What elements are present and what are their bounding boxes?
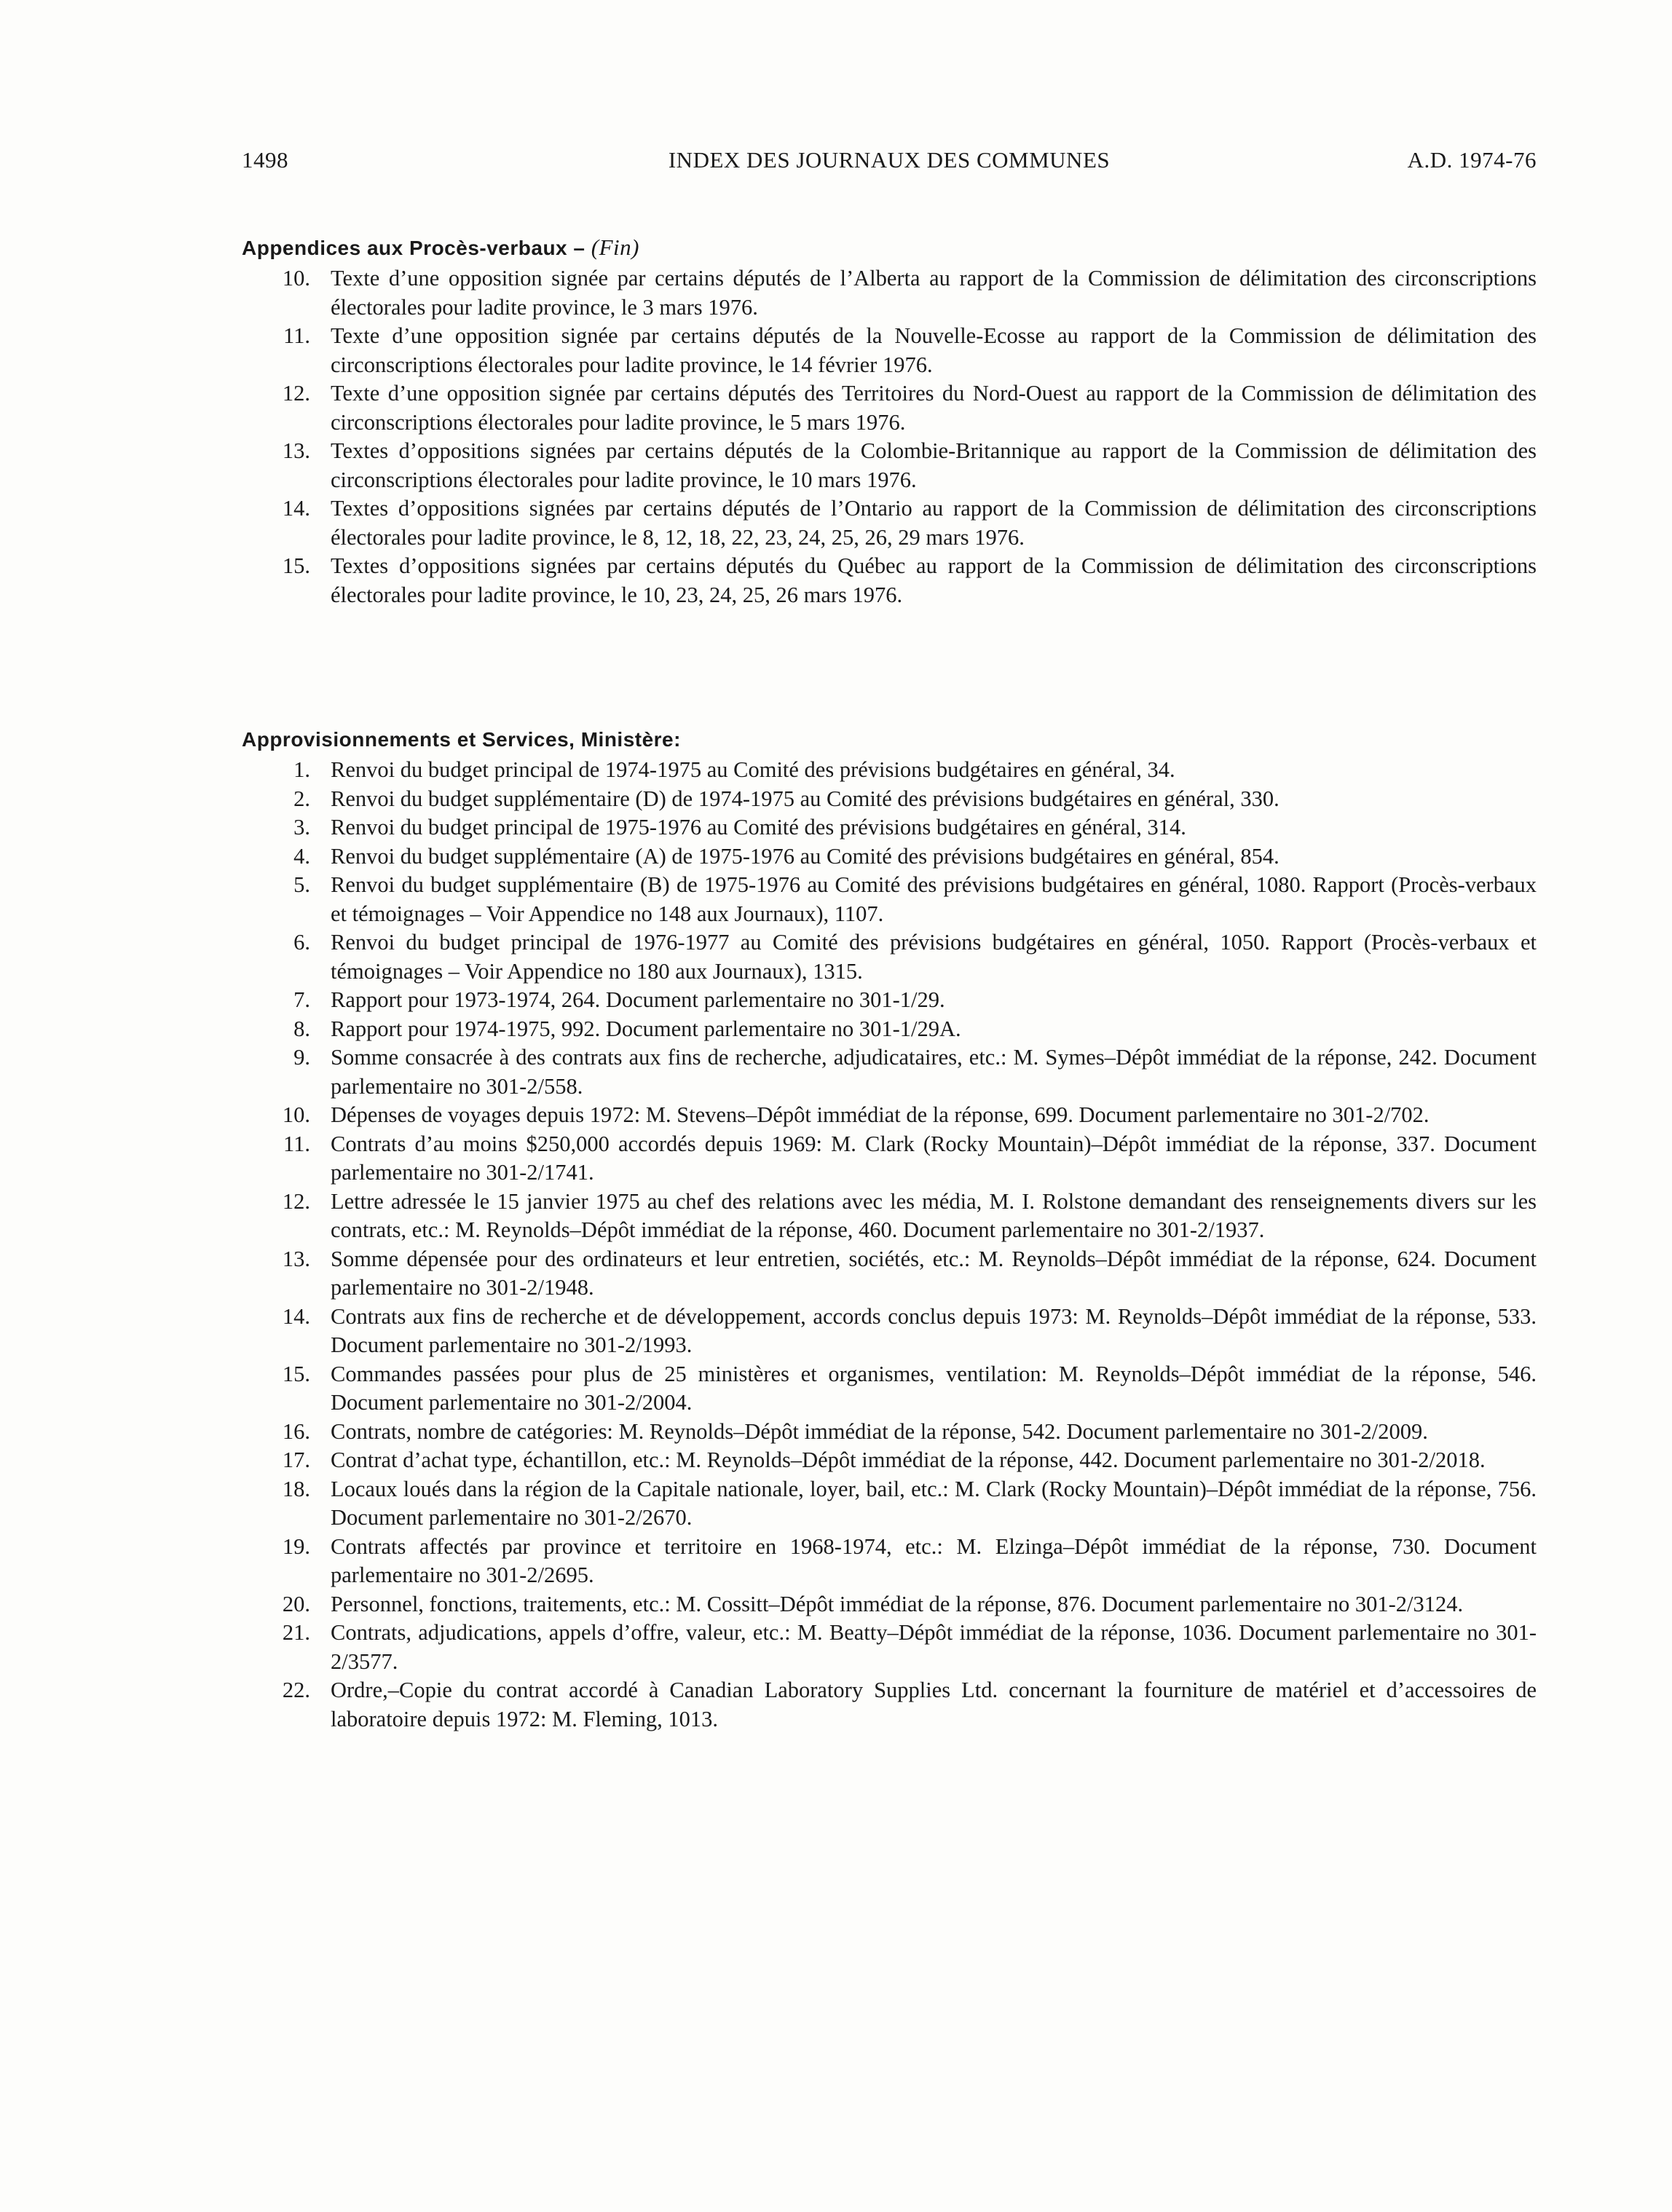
index-entry: [242, 552, 1537, 609]
entry-number: 4 .: [242, 842, 310, 872]
running-title: INDEX DES JOURNAUX DES COMMUNES: [668, 147, 1111, 173]
index-entry: [242, 1475, 1537, 1533]
entry-text: Rapport pour 1974-1975, 992. Document parlementaire no 301-1/29A.: [331, 1016, 961, 1041]
entry-number: 3 .: [242, 813, 310, 842]
entry-number: 10 .: [242, 1101, 310, 1130]
page-number: 1498: [242, 147, 288, 173]
section-heading-text: Approvisionnements et Services, Ministère:: [242, 728, 681, 751]
entry-text: Renvoi du budget principal de 1975-1976 au Comité des prévisions budgétaires en général, 314.: [331, 815, 1186, 840]
entry-number: 14 .: [242, 494, 310, 524]
index-entry: [242, 1360, 1537, 1418]
entry-text: Locaux loués dans la région de la Capitale nationale, loyer, bail, etc.: M. Clark (Rocky Mountain)–Dépôt immédiat de la réponse, 756. Document parlementaire no 301-2/2670.: [331, 1476, 1537, 1530]
entry-number: 6 .: [242, 928, 310, 957]
entry-number: 16 .: [242, 1418, 310, 1447]
entry-text: Textes d’oppositions signées par certains députés de l’Ontario au rapport de la Commission de délimitation des circonscriptions électorales pour ladite province, le 8, 12, 18, 22, 23, 24, 25, 26, 29 mars 1976.: [331, 496, 1537, 550]
entry-text: Renvoi du budget supplémentaire (D) de 1974-1975 au Comité des prévisions budgétaires en général, 330.: [331, 786, 1279, 811]
index-entry: [242, 1101, 1537, 1130]
entry-text: Renvoi du budget supplémentaire (B) de 1975-1976 au Comité des prévisions budgétaires en général, 1080. Rapport (Procès-verbaux et témoignages – Voir Appendice no 148 aux Journaux), 1107.: [331, 872, 1537, 926]
entry-text: Textes d’oppositions signées par certains députés de la Colombie-Britannique au rapport de la Commission de délimitation des circonscriptions électorales pour ladite province, le 10 mars 1976.: [331, 438, 1537, 492]
index-entry: [242, 842, 1537, 872]
entry-number: 7 .: [242, 986, 310, 1015]
entry-text: Contrat d’achat type, échantillon, etc.: M. Reynolds–Dépôt immédiat de la réponse, 442. Document parlementaire no 301-2/2018.: [331, 1447, 1486, 1472]
entry-number: 15 .: [242, 1360, 310, 1389]
index-entry: [242, 379, 1537, 437]
index-entry: [242, 1446, 1537, 1475]
entry-number: 17 .: [242, 1446, 310, 1475]
index-entry: [242, 1418, 1537, 1447]
index-entry: [242, 1303, 1537, 1360]
entry-number: 5 .: [242, 871, 310, 900]
index-entry: [242, 1188, 1537, 1245]
entry-text: Somme dépensée pour des ordinateurs et leur entretien, sociétés, etc.: M. Reynolds–Dépôt immédiat de la réponse, 624. Document parlementaire no 301-2/1948.: [331, 1246, 1537, 1300]
entry-text: Dépenses de voyages depuis 1972: M. Stevens–Dépôt immédiat de la réponse, 699. Document parlementaire no 301-2/702.: [331, 1102, 1430, 1127]
section-heading-suffix: (Fin): [591, 234, 639, 260]
section-heading: [242, 725, 1537, 754]
section-appendices: [242, 233, 1537, 609]
entry-text: Texte d’une opposition signée par certains députés de la Nouvelle-Ecosse au rapport de la Commission de délimitation des circonscriptions électorales pour ladite province, le 14 février 1976.: [331, 323, 1537, 377]
entry-text: Contrats affectés par province et territoire en 1968-1974, etc.: M. Elzinga–Dépôt immédiat de la réponse, 730. Document parlementaire no 301-2/2695.: [331, 1533, 1537, 1587]
entry-number: 15 .: [242, 552, 310, 581]
entry-list: [242, 756, 1537, 1734]
entry-text: Textes d’oppositions signées par certains députés du Québec au rapport de la Commission de délimitation des circonscriptions électorales pour ladite province, le 10, 23, 24, 25, 26 mars 1976.: [331, 553, 1537, 607]
entry-text: Ordre,–Copie du contrat accordé à Canadian Laboratory Supplies Ltd. concernant la fourniture de matériel et d’accessoires de laboratoire depuis 1972: M. Fleming, 1013.: [331, 1678, 1537, 1731]
entry-text: Contrats aux fins de recherche et de développement, accords conclus depuis 1973: M. Reynolds–Dépôt immédiat de la réponse, 533. Document parlementaire no 301-2/1993.: [331, 1303, 1537, 1357]
entry-number: 12 .: [242, 1188, 310, 1217]
entry-number: 8 .: [242, 1015, 310, 1044]
entry-number: 18 .: [242, 1475, 310, 1504]
entry-number: 22 .: [242, 1676, 310, 1705]
index-entry: [242, 1130, 1537, 1188]
entry-number: 10 .: [242, 264, 310, 293]
entry-number: 9 .: [242, 1043, 310, 1073]
section-heading-text: Appendices aux Procès-verbaux –: [242, 237, 585, 259]
entry-number: 19 .: [242, 1533, 310, 1562]
entry-text: Commandes passées pour plus de 25 ministères et organismes, ventilation: M. Reynolds–Dépôt immédiat de la réponse, 546. Document parlementaire no 301-2/2004.: [331, 1361, 1537, 1415]
entry-number: 11 .: [242, 322, 310, 351]
section-approvisionnements: [242, 725, 1537, 1734]
entry-number: 12 .: [242, 379, 310, 408]
entry-text: Renvoi du budget principal de 1974-1975 au Comité des prévisions budgétaires en général, 34.: [331, 757, 1175, 782]
index-entry: [242, 1590, 1537, 1619]
entry-number: 14 .: [242, 1303, 310, 1332]
entry-text: Lettre adressée le 15 janvier 1975 au chef des relations avec les média, M. I. Rolstone demandant des renseignements divers sur les contrats, etc.: M. Reynolds–Dépôt immédiat de la réponse, 460. Document parlementaire no 301-2/1937.: [331, 1188, 1537, 1242]
index-entry: [242, 928, 1537, 986]
entry-text: Somme consacrée à des contrats aux fins de recherche, adjudicataires, etc.: M. Symes–Dépôt immédiat de la réponse, 242. Document parlementaire no 301-2/558.: [331, 1045, 1537, 1099]
index-entry: [242, 813, 1537, 842]
entry-text: Contrats, nombre de catégories: M. Reynolds–Dépôt immédiat de la réponse, 542. Document parlementaire no 301-2/2009.: [331, 1418, 1428, 1444]
index-entry: [242, 1043, 1537, 1101]
index-entry: [242, 322, 1537, 379]
index-entry: [242, 785, 1537, 814]
index-entry: [242, 1619, 1537, 1676]
index-entry: [242, 494, 1537, 552]
entry-text: Renvoi du budget principal de 1976-1977 au Comité des prévisions budgétaires en général, 1050. Rapport (Procès-verbaux et témoignages – Voir Appendice no 180 aux Journaux), 1315.: [331, 930, 1537, 984]
entry-number: 11 .: [242, 1130, 310, 1159]
entry-list: [242, 264, 1537, 609]
index-entry: [242, 1533, 1537, 1590]
index-entry: [242, 1245, 1537, 1303]
entry-text: Renvoi du budget supplémentaire (A) de 1975-1976 au Comité des prévisions budgétaires en général, 854.: [331, 843, 1279, 869]
entry-number: 13 .: [242, 1245, 310, 1274]
entry-number: 2 .: [242, 785, 310, 814]
index-entry: [242, 437, 1537, 494]
entry-text: Contrats d’au moins $250,000 accordés depuis 1969: M. Clark (Rocky Mountain)–Dépôt immédiat de la réponse, 337. Document parlementaire no 301-2/1741.: [331, 1131, 1537, 1185]
entry-text: Texte d’une opposition signée par certains députés de l’Alberta au rapport de la Commission de délimitation des circonscriptions électorales pour ladite province, le 3 mars 1976.: [331, 266, 1537, 320]
entry-number: 13 .: [242, 437, 310, 466]
index-entry: [242, 1676, 1537, 1734]
year-range: A.D. 1974-76: [1407, 147, 1537, 173]
entry-text: Personnel, fonctions, traitements, etc.: M. Cossitt–Dépôt immédiat de la réponse, 876. Document parlementaire no 301-2/3124.: [331, 1591, 1464, 1616]
entry-number: 20 .: [242, 1590, 310, 1619]
section-heading: [242, 233, 1537, 263]
entry-text: Contrats, adjudications, appels d’offre, valeur, etc.: M. Beatty–Dépôt immédiat de la réponse, 1036. Document parlementaire no 301-2/3577.: [331, 1620, 1537, 1674]
entry-text: Rapport pour 1973-1974, 264. Document parlementaire no 301-1/29.: [331, 987, 945, 1012]
index-entry: [242, 756, 1537, 785]
entry-text: Texte d’une opposition signée par certains députés des Territoires du Nord-Ouest au rapport de la Commission de délimitation des circonscriptions électorales pour ladite province, le 5 mars 1976.: [331, 381, 1537, 435]
entry-number: 21 .: [242, 1619, 310, 1648]
index-entry: [242, 1015, 1537, 1044]
entry-number: 1 .: [242, 756, 310, 785]
index-entry: [242, 871, 1537, 928]
index-entry: [242, 264, 1537, 322]
index-entry: [242, 986, 1537, 1015]
